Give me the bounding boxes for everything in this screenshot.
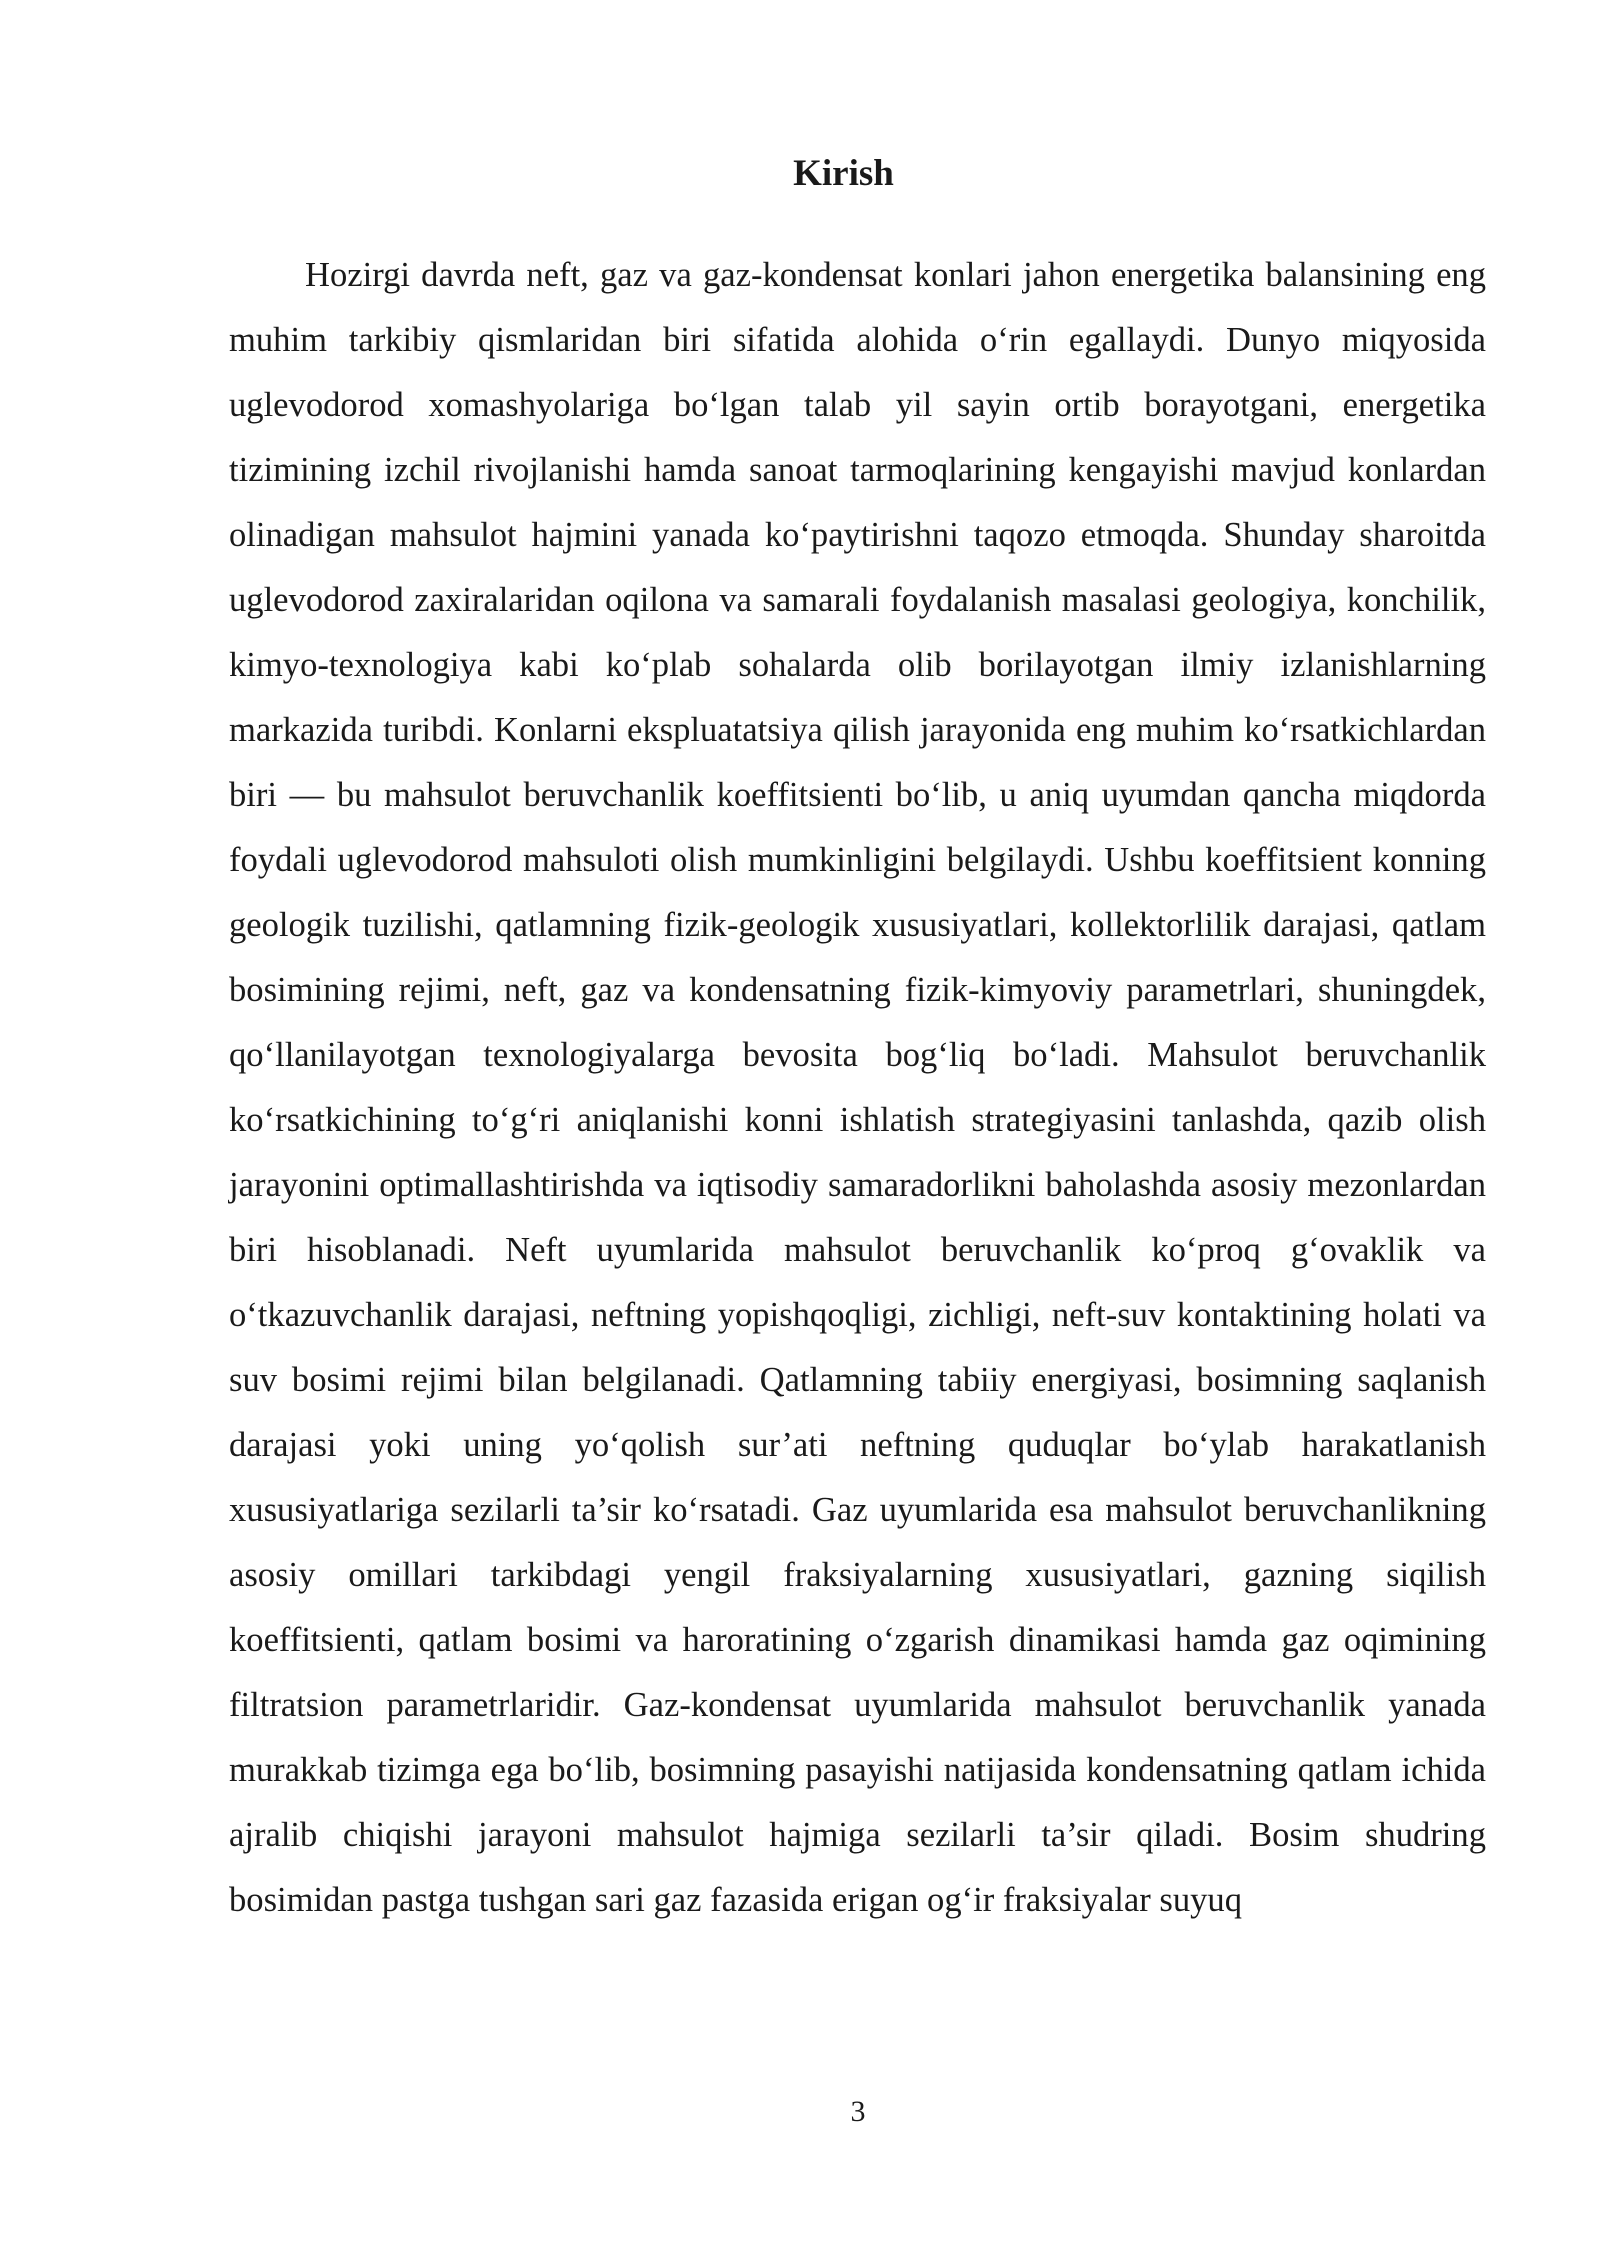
section-title: Kirish [793,153,894,194]
page-number: 3 [850,2095,866,2128]
body-paragraph: Hozirgi davrda neft, gaz va gaz-kondensat konlari jahon energetika balansining eng muhim tarkibiy qismlaridan biri sifatida alohida o‘rin egallaydi. Dunyo miqyosida uglevodorod xomashyolariga bo‘lgan talab yil sayin ortib borayotgani, energetika tizimining izchil rivojlanishi hamda sanoat tarmoqlarining kengayishi mavjud konlardan olinadigan mahsulot hajmini yanada ko‘paytirishni taqozo etmoqda. Shunday sharoitda uglevodorod zaxiralaridan oqilona va samarali foydalanish masalasi geologiya, konchilik, kimyo-texnologiya kabi ko‘plab sohalarda olib borilayotgan ilmiy izlanishlarning markazida turibdi. Konlarni ekspluatatsiya qilish jarayonida eng muhim ko‘rsatkichlardan biri — bu mahsulot beruvchanlik koeffitsienti bo‘lib, u aniq uyumdan qancha miqdorda foydali uglevodorod mahsuloti olish mumkinligini belgilaydi. Ushbu koeffitsient konning geologik tuzilishi, qatlamning fizik-geologik xususiyatlari, kollektorlilik darajasi, qatlam bosimining rejimi, neft, gaz va kondensatning fizik-kimyoviy parametrlari, shuningdek, qo‘llanilayotgan texnologiyalarga bevosita bog‘liq bo‘ladi. Mahsulot beruvchanlik ko‘rsatkichining to‘g‘ri aniqlanishi konni ishlatish strategiyasini tanlashda, qazib olish jarayonini optimallashtirishda va iqtisodiy samaradorlikni baholashda asosiy mezonlardan biri hisoblanadi. Neft uyumlarida mahsulot beruvchanlik ko‘proq g‘ovaklik va o‘tkazuvchanlik darajasi, neftning yopishqoqligi, zichligi, neft-suv kontaktining holati va suv bosimi rejimi bilan belgilanadi. Qatlamning tabiiy energiyasi, bosimning saqlanish darajasi yoki uning yo‘qolish sur’ati neftning quduqlar bo‘ylab harakatlanish xususiyatlariga sezilarli ta’sir ko‘rsatadi. Gaz uyumlarida esa mahsulot beruvchanlikning asosiy omillari tarkibdagi yengil fraksiyalarning xususiyatlari, gazning siqilish koeffitsienti, qatlam bosimi va haroratining o‘zgarish dinamikasi hamda gaz oqimining filtratsion parametrlaridir. Gaz-kondensat uyumlarida mahsulot beruvchanlik yanada murakkab tizimga ega bo‘lib, bosimning pasayishi natijasida kondensatning qatlam ichida ajralib chiqishi jarayoni mahsulot hajmiga sezilarli ta’sir qiladi. Bosim shudring bosimidan pastga tushgan sari gaz fazasida erigan og‘ir fraksiyalar suyuq [229,256,1486,1919]
